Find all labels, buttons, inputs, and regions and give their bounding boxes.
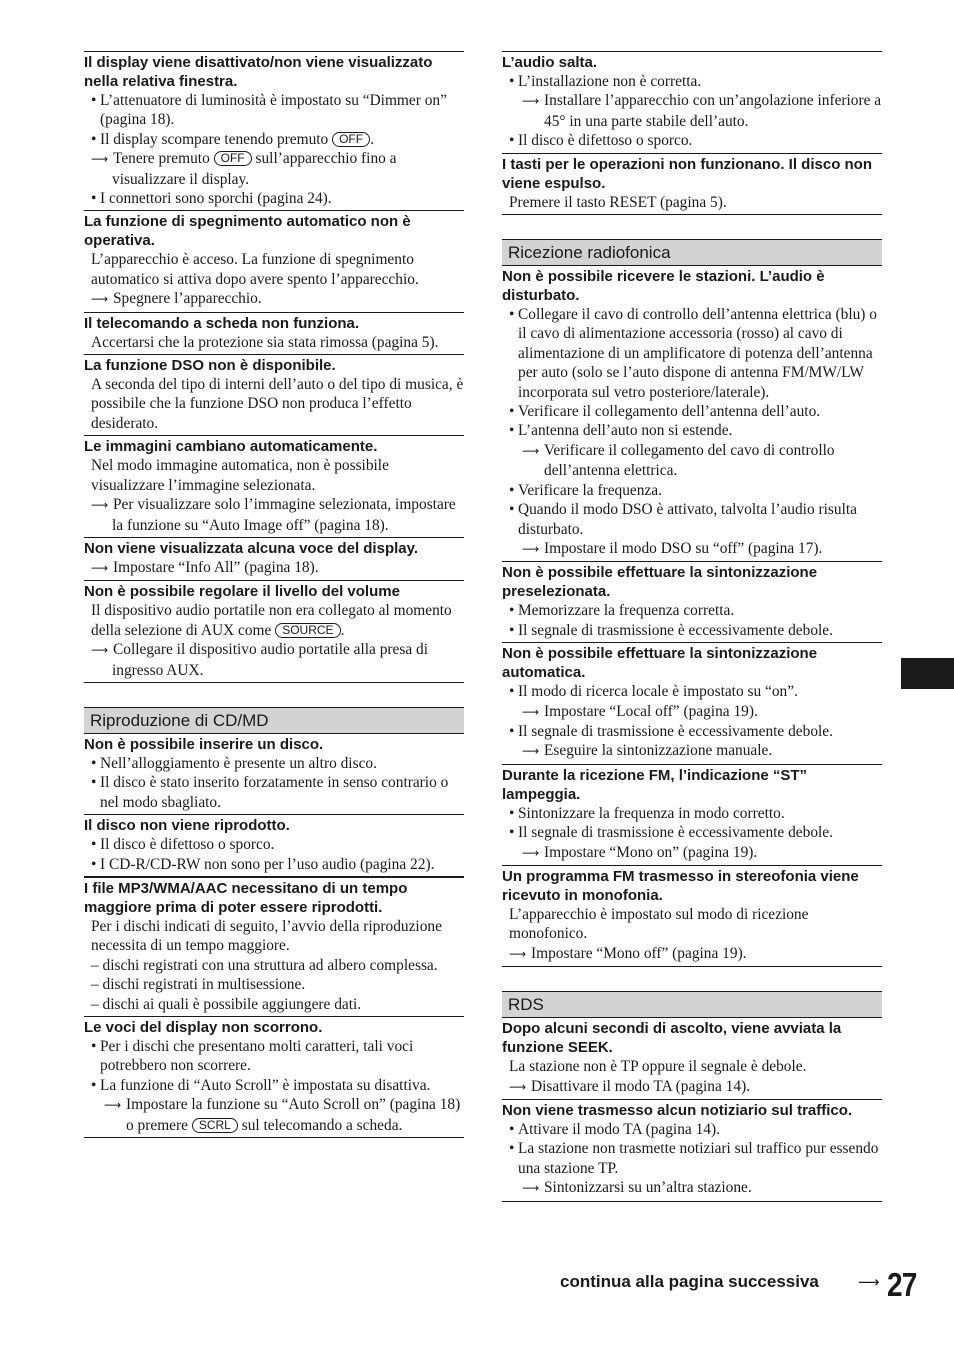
explanation-text: A seconda del tipo di interni dell’auto o del tipo di musica, è possibile che la funzione DSO non produca l’effetto desiderato. (91, 376, 464, 432)
cause-item: • Collegare il cavo di controllo dell’antenna elettrica (blu) o il cavo di alimentazione accessoria (rosso) al cavo di alimentazione di un amplificatore di potenza dell’antenna per auto (solo se l’auto dispone di antenna FM/MW/LW incorporata sul vetro posteriore/laterale). (502, 305, 882, 402)
cause-item: • Il disco è difettoso o sporco. (502, 131, 882, 150)
cause-item: • L’attenuatore di luminosità è impostato su “Dimmer on” (pagina 18). (84, 91, 464, 130)
arrow-right-icon: ⟶ (509, 1079, 527, 1094)
section-heading-cd-md: Riproduzione di CD/MD (84, 707, 464, 734)
solution-item: ⟶ Disattivare il modo TA (pagina 14). (502, 1077, 882, 1097)
arrow-right-icon: ⟶ (522, 541, 540, 556)
faq-entry (84, 537, 464, 580)
faq-entry (502, 266, 882, 561)
problem-heading: Le immagini cambiano automaticamente. (84, 438, 378, 456)
left-column (84, 51, 464, 1138)
continue-next-page-text: continua alla pagina successiva (560, 1272, 819, 1291)
faq-entry (84, 580, 464, 683)
off-key-label: OFF (214, 151, 252, 166)
cause-item: • Attivare il modo TA (pagina 14). (502, 1120, 882, 1139)
cause-item: • Il disco è stato inserito forzatamente in senso contrario o nel modo sbagliato. (84, 773, 464, 812)
problem-heading: Durante la ricezione FM, l’indicazione “ST” lampeggia. (502, 766, 808, 803)
faq-entry (84, 814, 464, 876)
problem-heading: Non è possibile effettuare la sintonizzazione automatica. (502, 645, 818, 682)
problem-heading: Il display viene disattivato/non viene visualizzato nella relativa finestra. (84, 54, 433, 90)
faq-entry (502, 561, 882, 642)
problem-heading: I file MP3/WMA/AAC necessitano di un tempo maggiore prima di poter essere riprodotti. (84, 879, 408, 916)
faq-entry (502, 153, 882, 215)
arrow-right-icon: ⟶ (91, 292, 109, 307)
cause-item: • Il modo di ricerca locale è impostato su “on”. (502, 682, 882, 701)
faq-entry (502, 642, 882, 764)
solution-item: ⟶ Eseguire la sintonizzazione manuale. (502, 741, 882, 761)
cause-item: • I CD-R/CD-RW non sono per l’uso audio (pagina 22). (84, 855, 464, 874)
arrow-right-icon: ⟶ (858, 1273, 880, 1291)
arrow-right-icon: ⟶ (522, 94, 540, 109)
cause-item: • Il disco è difettoso o sporco. (84, 835, 464, 854)
cause-item: • Il segnale di trasmissione è eccessivamente debole. (502, 621, 882, 640)
dash-item: – dischi ai quali è possibile aggiungere dati. (91, 995, 362, 1013)
explanation-text: L’apparecchio è acceso. La funzione di spegnimento automatico si attiva dopo avere spento l’apparecchio. (91, 251, 419, 288)
explanation-text: La stazione non è TP oppure il segnale è debole. (509, 1058, 807, 1076)
arrow-right-icon: ⟶ (91, 152, 109, 167)
faq-entry (502, 764, 882, 865)
page-footer (560, 1266, 930, 1302)
cause-item: • Memorizzare la frequenza corretta. (502, 601, 882, 620)
solution-item: ⟶ Impostare “Info All” (pagina 18). (84, 558, 464, 578)
right-column (502, 51, 882, 1202)
solution-item: ⟶ Per visualizzare solo l’immagine selezionata, impostare la funzione su “Auto Image off” (pagina 18). (91, 496, 456, 534)
faq-entry (502, 865, 882, 967)
solution-item: ⟶ Collegare il dispositivo audio portatile alla presa di ingresso AUX. (91, 641, 429, 679)
solution-item: ⟶ Impostare “Local off” (pagina 19). (502, 702, 882, 722)
cause-item: • Verificare il collegamento dell’antenna dell’auto. (502, 402, 882, 421)
solution-item: ⟶ Verificare il collegamento del cavo di controllo dell’antenna elettrica. (522, 441, 835, 480)
faq-entry (84, 876, 464, 1016)
section-heading-rds: RDS (502, 991, 882, 1018)
dash-item: – dischi registrati in multisessione. (91, 976, 306, 994)
arrow-right-icon: ⟶ (509, 946, 527, 961)
faq-entry (502, 1018, 882, 1099)
problem-heading: Il telecomando a scheda non funziona. (84, 314, 360, 332)
arrow-right-icon: ⟶ (522, 443, 540, 458)
arrow-right-icon: ⟶ (522, 1181, 540, 1196)
explanation-text: Per i dischi indicati di seguito, l’avvio della riproduzione necessita di un tempo maggiore. (91, 917, 442, 955)
problem-heading: Non è possibile effettuare la sintonizzazione preselezionata. (502, 564, 818, 601)
source-key-label: SOURCE (275, 623, 340, 638)
solution-item: ⟶ Impostare il modo DSO su “off” (pagina 17). (502, 539, 882, 559)
page-number: 27 (887, 1266, 917, 1303)
cause-item: • Nell’alloggiamento è presente un altro disco. (84, 754, 464, 773)
scrl-key-label: SCRL (192, 1118, 238, 1133)
off-key-label: OFF (332, 132, 370, 147)
solution-item: ⟶ Impostare “Mono off” (pagina 19). (502, 944, 882, 964)
problem-heading: Non viene visualizzata alcuna voce del display. (84, 539, 419, 557)
faq-entry (84, 312, 464, 354)
cause-item: • Quando il modo DSO è attivato, talvolta l’audio risulta disturbato. (502, 500, 882, 539)
problem-heading: Non è possibile ricevere le stazioni. L’audio è disturbato. (502, 268, 825, 305)
problem-heading: La funzione DSO non è disponibile. (84, 357, 336, 375)
cause-item: • Il display scompare tenendo premuto OFF . (84, 130, 464, 149)
solution-item: ⟶ Spegnere l’apparecchio. (84, 289, 464, 309)
faq-entry (84, 1016, 464, 1138)
arrow-right-icon: ⟶ (522, 704, 540, 719)
solution-item: ⟶ Impostare “Mono on” (pagina 19). (502, 843, 882, 863)
problem-heading: Un programma FM trasmesso in stereofonia viene ricevuto in monofonia. (502, 867, 859, 904)
faq-entry (502, 51, 882, 153)
explanation-text: Accertarsi che la protezione sia stata rimossa (pagina 5). (91, 333, 439, 351)
cause-item: • Sintonizzare la frequenza in modo corretto. (502, 804, 882, 823)
faq-entry (84, 51, 464, 210)
problem-heading: Il disco non viene riprodotto. (84, 817, 290, 835)
problem-heading: Non è possibile regolare il livello del volume (84, 583, 400, 601)
arrow-right-icon: ⟶ (91, 643, 109, 658)
solution-item: ⟶ Tenere premuto OFF sull’apparecchio fino a visualizzare il display. (91, 150, 397, 188)
explanation-text: Il dispositivo audio portatile non era collegato al momento della selezione di AUX come SOURCE . (91, 602, 452, 639)
problem-heading: Dopo alcuni secondi di ascolto, viene avviata la funzione SEEK. (502, 1020, 842, 1057)
arrow-right-icon: ⟶ (91, 560, 109, 575)
cause-item: • La funzione di “Auto Scroll” è impostata su disattiva. (84, 1076, 464, 1095)
faq-entry (84, 354, 464, 435)
problem-heading: L’audio salta. (502, 54, 598, 71)
cause-item: • L’installazione non è corretta. (502, 72, 882, 91)
cause-item: • Il segnale di trasmissione è eccessivamente debole. (502, 823, 882, 842)
cause-item: • Verificare la frequenza. (502, 481, 882, 500)
dash-item: – dischi registrati con una struttura ad albero complessa. (91, 956, 438, 974)
problem-heading: Non viene trasmesso alcun notiziario sul traffico. (502, 1102, 853, 1119)
cause-item: • I connettori sono sporchi (pagina 24). (84, 189, 464, 208)
cause-item: • L’antenna dell’auto non si estende. (502, 421, 882, 440)
explanation-text: Nel modo immagine automatica, non è possibile visualizzare l’immagine selezionata. (91, 457, 389, 494)
problem-heading: Le voci del display non scorrono. (84, 1019, 323, 1036)
explanation-text: Premere il tasto RESET (pagina 5). (509, 193, 727, 211)
explanation-text: L’apparecchio è impostato sul modo di ricezione monofonico. (509, 905, 809, 943)
cause-item: • Per i dischi che presentano molti caratteri, tali voci potrebbero non scorrere. (84, 1037, 464, 1076)
arrow-right-icon: ⟶ (104, 1098, 122, 1113)
arrow-right-icon: ⟶ (522, 845, 540, 860)
solution-item: ⟶ Sintonizzarsi su un’altra stazione. (502, 1178, 882, 1198)
cause-item: • La stazione non trasmette notiziari sul traffico pur essendo una stazione TP. (502, 1139, 882, 1178)
arrow-right-icon: ⟶ (522, 744, 540, 759)
faq-entry (84, 435, 464, 537)
cause-item: • Il segnale di trasmissione è eccessivamente debole. (502, 722, 882, 741)
faq-entry (84, 734, 464, 814)
chapter-tab-marker (901, 658, 954, 689)
faq-entry (84, 210, 464, 311)
faq-entry (502, 1099, 882, 1202)
solution-item: ⟶ Installare l’apparecchio con un’angolazione inferiore a 45° in una parte stabile dell’auto. (522, 92, 882, 130)
problem-heading: Non è possibile inserire un disco. (84, 735, 324, 753)
problem-heading: La funzione di spegnimento automatico non è operativa. (84, 213, 411, 250)
section-heading-radio: Ricezione radiofonica (502, 239, 882, 266)
arrow-right-icon: ⟶ (91, 498, 109, 513)
problem-heading: I tasti per le operazioni non funzionano. Il disco non viene espulso. (502, 155, 873, 192)
solution-item: ⟶ Impostare la funzione su “Auto Scroll on” (pagina 18) o premere SCRL sul telecomando a scheda. (104, 1096, 461, 1134)
